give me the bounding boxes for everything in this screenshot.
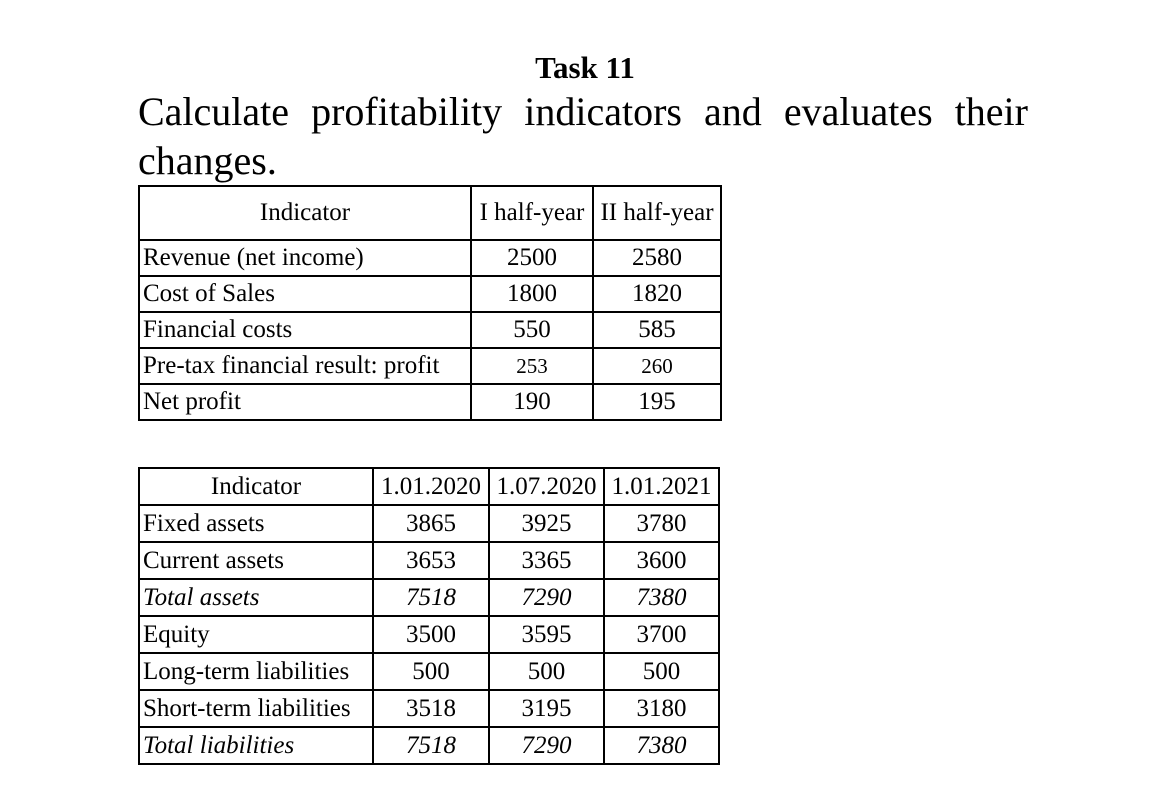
table-cell: 1800 [471,276,593,312]
table-cell: 253 [471,348,593,384]
row-label: Total assets [139,579,373,616]
table-cell: 7518 [373,727,489,764]
table-row-total [139,727,719,764]
task-description: Calculate profitability indicators and evaluates their changes. [138,89,1028,183]
table-cell: 7518 [373,579,489,616]
table-cell: 3365 [489,542,604,579]
table-cell: 3700 [604,616,719,653]
table-cell: 3180 [604,690,719,727]
column-header: 1.07.2020 [489,468,604,505]
table-cell: 195 [593,384,721,420]
table-row [139,348,721,384]
row-label: Net profit [139,384,471,420]
table-cell: 3500 [373,616,489,653]
row-label: Short-term liabilities [139,690,373,727]
column-header: I half-year [471,186,593,240]
table-cell: 3195 [489,690,604,727]
row-label: Cost of Sales [139,276,471,312]
column-header: 1.01.2020 [373,468,489,505]
table-row [139,384,721,420]
table-cell: 3600 [604,542,719,579]
task-title: Task 11 [535,50,635,85]
table-cell: 3518 [373,690,489,727]
table-cell: 500 [489,653,604,690]
table-row [139,653,719,690]
column-header: Indicator [139,468,373,505]
row-label: Financial costs [139,312,471,348]
table-row-total [139,579,719,616]
table-row [139,312,721,348]
table-cell: 2580 [593,240,721,276]
table-cell: 2500 [471,240,593,276]
table-cell: 3653 [373,542,489,579]
table-cell: 190 [471,384,593,420]
table-cell: 7380 [604,579,719,616]
row-label: Pre-tax financial result: profit [139,348,471,384]
table-cell: 3595 [489,616,604,653]
table-cell: 7380 [604,727,719,764]
table-cell: 550 [471,312,593,348]
row-label: Equity [139,616,373,653]
table-cell: 260 [593,348,721,384]
table-cell: 500 [604,653,719,690]
row-label: Long-term liabilities [139,653,373,690]
table-cell: 3865 [373,505,489,542]
row-label: Current assets [139,542,373,579]
column-header: Indicator [139,186,471,240]
table-row [139,616,719,653]
half-year-results-table [138,185,722,421]
table-row [139,276,721,312]
column-header: II half-year [593,186,721,240]
table-cell: 1820 [593,276,721,312]
table-cell: 3925 [489,505,604,542]
column-header: 1.01.2021 [604,468,719,505]
table-cell: 7290 [489,727,604,764]
table-row [139,690,719,727]
table-cell: 585 [593,312,721,348]
table-cell: 500 [373,653,489,690]
table-row [139,542,719,579]
row-label: Revenue (net income) [139,240,471,276]
table-row [139,240,721,276]
table-cell: 7290 [489,579,604,616]
table-header-row [139,468,719,505]
balance-sheet-table [138,467,720,765]
row-label: Fixed assets [139,505,373,542]
table-header-row [139,186,721,240]
table-row [139,505,719,542]
row-label: Total liabilities [139,727,373,764]
table-cell: 3780 [604,505,719,542]
